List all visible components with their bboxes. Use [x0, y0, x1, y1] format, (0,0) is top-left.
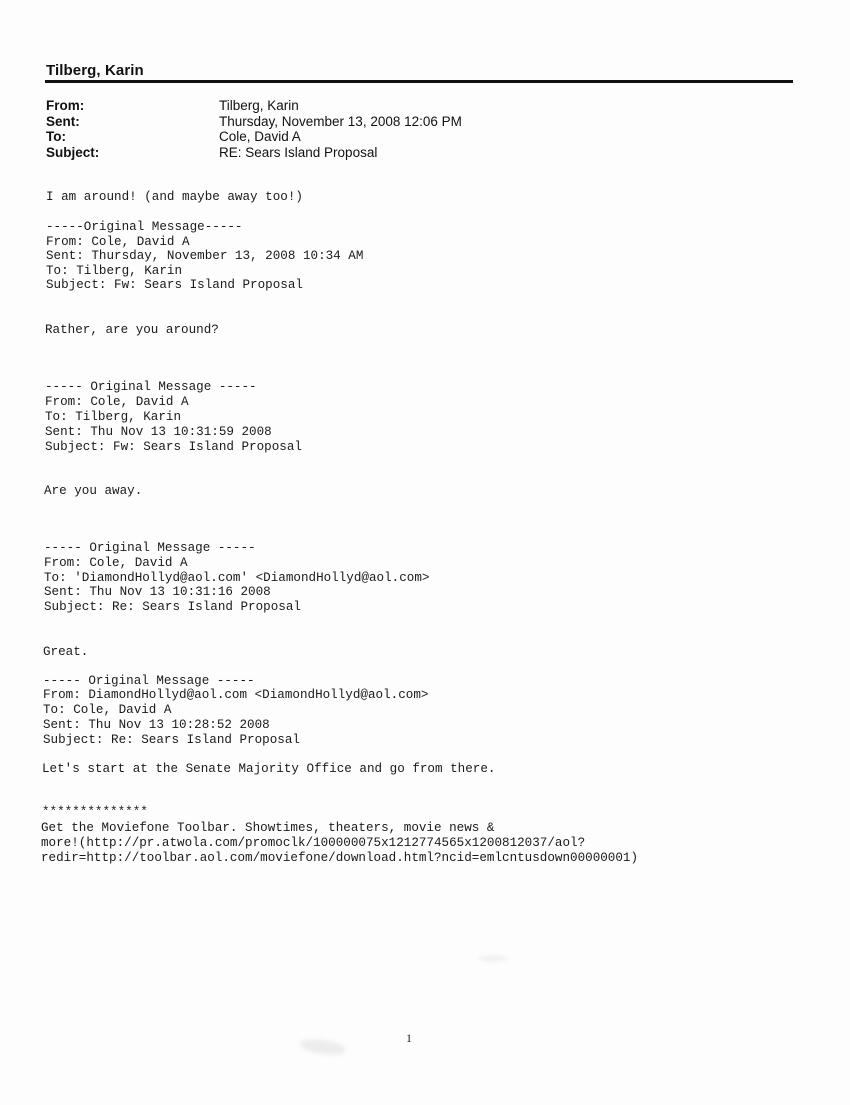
scan-smudge [299, 1037, 347, 1057]
sent-value: Thursday, November 13, 2008 12:06 PM [219, 113, 462, 129]
msg2-to: To: Tilberg, Karin [45, 410, 182, 424]
msg3-separator: ----- Original Message ----- [44, 541, 256, 555]
msg1-sent: Sent: Thursday, November 13, 2008 10:34 AM [46, 249, 364, 263]
from-label: From: [46, 98, 85, 113]
reply-text: I am around! (and maybe away too!) [46, 190, 303, 204]
footer-stars: ************** [42, 805, 148, 819]
msg3-to: To: 'DiamondHollyd@aol.com' <DiamondHollyd@aol.com> [44, 571, 430, 585]
page-number: 1 [406, 1031, 412, 1045]
msg2-separator: ----- Original Message ----- [45, 380, 257, 394]
msg1-from: From: Cole, David A [46, 235, 190, 249]
msg1-separator: -----Original Message----- [46, 220, 243, 234]
header-values [219, 98, 462, 160]
footer-line-3: redir=http://toolbar.aol.com/moviefone/download.html?ncid=emlcntusdown00000001) [41, 851, 639, 865]
footer-line-2: more!(http://pr.atwola.com/promoclk/100000075x1212774565x1200812037/aol? [41, 836, 586, 850]
subject-value: RE: Sears Island Proposal [219, 144, 378, 160]
subject-label: Subject: [46, 144, 100, 160]
msg2-body: Are you away. [44, 484, 143, 498]
msg4-separator: ----- Original Message ----- [43, 674, 255, 688]
from-value: Tilberg, Karin [219, 98, 299, 113]
msg3-subject: Subject: Re: Sears Island Proposal [44, 600, 301, 614]
msg1-body: Rather, are you around? [45, 323, 219, 337]
msg4-subject: Subject: Re: Sears Island Proposal [43, 733, 300, 747]
header-labels [46, 98, 99, 160]
scan-smudge [478, 956, 508, 961]
msg4-body: Let's start at the Senate Majority Office and go from there. [42, 762, 496, 776]
msg3-from: From: Cole, David A [44, 556, 188, 570]
to-label: To: [46, 129, 66, 144]
footer-line-1: Get the Moviefone Toolbar. Showtimes, theaters, movie news & [41, 821, 495, 835]
to-value: Cole, David A [219, 129, 301, 144]
msg4-sent: Sent: Thu Nov 13 10:28:52 2008 [43, 718, 270, 732]
msg1-to: To: Tilberg, Karin [46, 264, 183, 278]
msg2-subject: Subject: Fw: Sears Island Proposal [45, 440, 302, 454]
msg1-subject: Subject: Fw: Sears Island Proposal [46, 278, 303, 292]
msg3-sent: Sent: Thu Nov 13 10:31:16 2008 [44, 585, 271, 599]
msg2-sent: Sent: Thu Nov 13 10:31:59 2008 [45, 425, 272, 439]
msg3-body: Great. [43, 645, 89, 659]
header-rule [45, 80, 793, 83]
msg4-from: From: DiamondHollyd@aol.com <DiamondHollyd@aol.com> [43, 688, 429, 702]
msg2-from: From: Cole, David A [45, 395, 189, 409]
sender-name-heading: Tilberg, Karin [46, 62, 144, 79]
msg4-to: To: Cole, David A [43, 703, 172, 717]
sent-label: Sent: [46, 113, 80, 129]
